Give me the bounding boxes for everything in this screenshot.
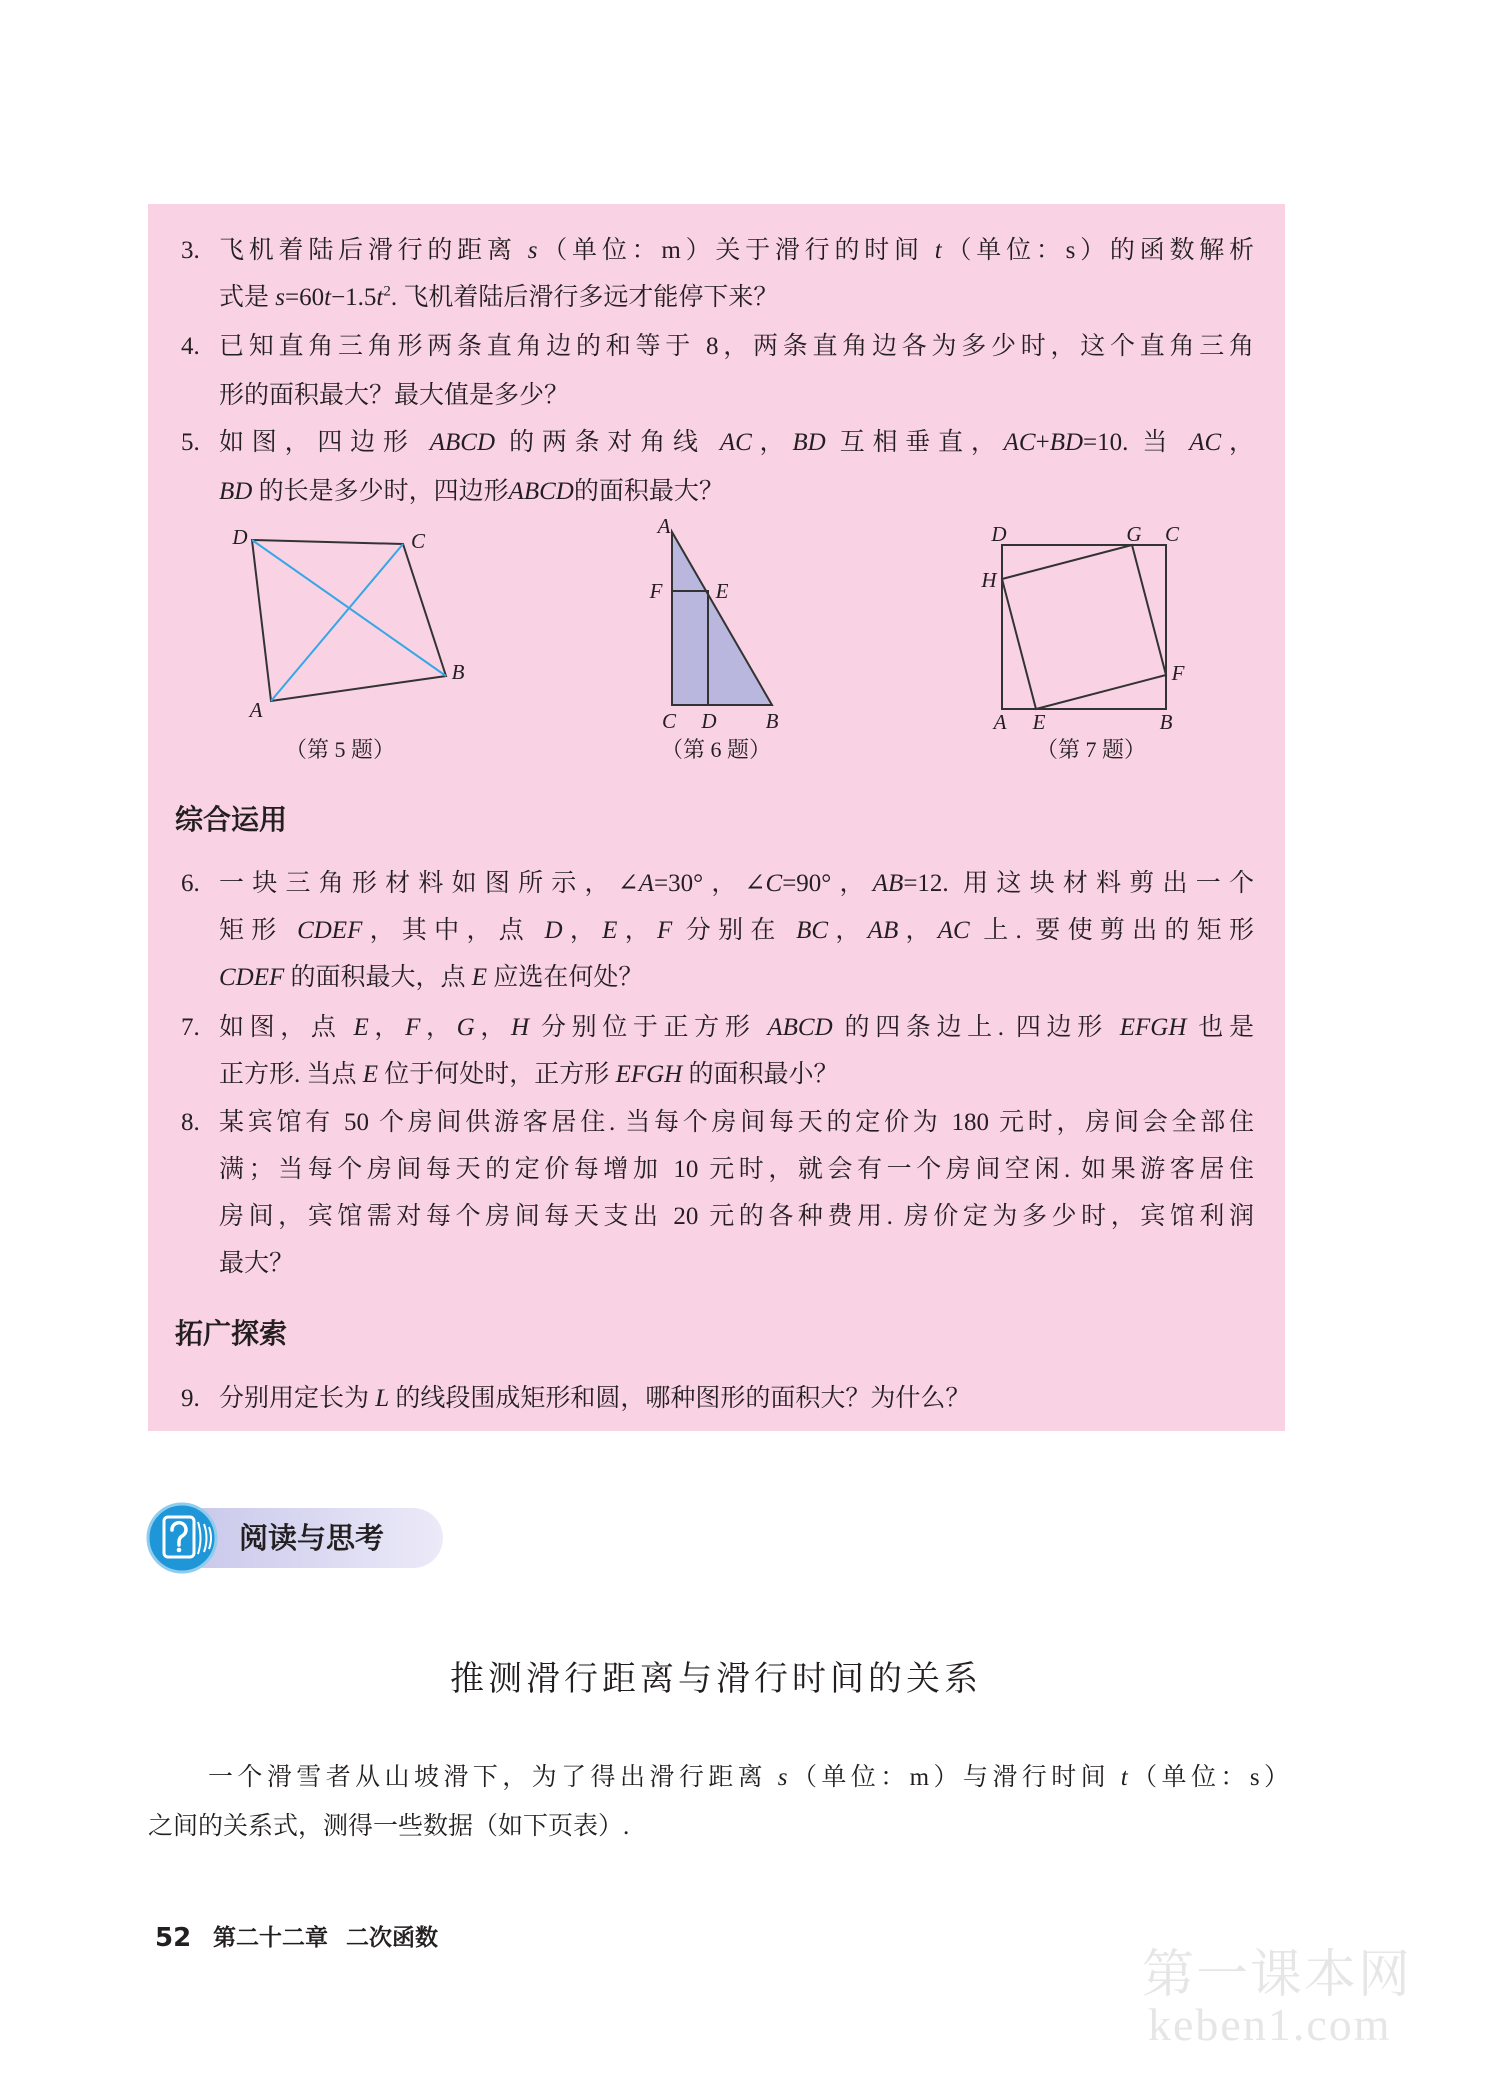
diagonal-bd [252, 540, 446, 676]
section-heading-comprehensive: 综合运用 [175, 803, 288, 836]
text-run: 的面积最大，点 [284, 964, 472, 991]
text-run: 飞机着陆后滑行的距离 [219, 237, 528, 264]
math-variable: t [1120, 1764, 1128, 1791]
text-run: （单位：m）关于滑行的时间 [537, 237, 935, 264]
figure-7-label-a: A [993, 710, 1007, 734]
figure-6-label-b: B [765, 709, 779, 733]
math-variable: A [638, 870, 654, 897]
quadrilateral-abcd [252, 540, 446, 701]
figure-7-squares [975, 520, 1190, 735]
math-variable: C [765, 870, 783, 897]
text-run: 上. 要使剪出的矩形 [969, 917, 1254, 944]
chapter-title: 第二十二章 二次函数 [213, 1925, 439, 1951]
math-variable: EFGH [1119, 1014, 1187, 1041]
math-variable: L [375, 1385, 390, 1412]
figure-5-label-b: B [451, 660, 465, 684]
math-variable: AC [937, 917, 970, 944]
text-run: 位于何处时，正方形 [378, 1061, 616, 1088]
figure-5-quadrilateral [220, 510, 480, 725]
text-run: =90°， [782, 870, 873, 897]
figure-5-label-c: C [410, 529, 426, 553]
reading-badge-label: 阅读与思考 [239, 1521, 385, 1555]
math-variable: AC [719, 429, 752, 456]
math-variable: AB [872, 870, 904, 897]
square-abcd [1002, 545, 1166, 709]
text-run: 正方形. 当点 [219, 1061, 363, 1088]
text-run: 一块三角形材料如图所示，∠ [219, 870, 639, 897]
figure-6-label-a: A [657, 514, 671, 538]
text-run: 分别用定长为 [219, 1385, 376, 1412]
math-variable: G [456, 1014, 475, 1041]
figure-6-triangle [640, 515, 800, 735]
math-variable: D [544, 917, 563, 944]
text-run: . 飞机着陆后滑行多远才能停下来？ [390, 284, 779, 311]
problem-6-line-1 [219, 864, 1254, 904]
text-run: （单位：s）的函数解析 [941, 237, 1254, 264]
figure-7-label-b: B [1159, 710, 1173, 734]
math-exponent: 2 [383, 283, 391, 300]
text-run: 房间，宾馆需对每个房间每天支出 20 元的各种费用. 房价定为多少时，宾馆利润 [219, 1203, 1254, 1230]
figure-5-label-a: A [249, 698, 263, 722]
problem-4-number: 4. [181, 333, 200, 360]
problem-9-number: 9. [181, 1385, 200, 1412]
problem-5-number: 5. [181, 429, 200, 456]
math-variable: s [275, 284, 285, 311]
section-heading-extension: 拓广探索 [175, 1317, 288, 1350]
problem-7-line-2 [219, 1055, 1254, 1095]
text-run: 某宾馆有 50 个房间供游客居住. 当每个房间每天的定价为 180 元时，房间会全部住 [219, 1109, 1254, 1136]
text-run: 如图，四边形 [219, 429, 430, 456]
text-run: 满；当每个房间每天的定价每增加 10 元时，就会有一个房间空闲. 如果游客居住 [219, 1156, 1254, 1183]
math-variable: ABCD [429, 429, 496, 456]
problem-3-line-1 [219, 231, 1254, 271]
text-run: 的面积最大？ [573, 478, 724, 505]
problem-4-line-2 [219, 376, 1254, 416]
math-variable: BD [219, 478, 253, 505]
figure-7-label-c: C [1164, 522, 1180, 546]
problem-6-line-2 [219, 911, 1254, 951]
math-variable: BD [1049, 429, 1084, 456]
math-variable: CDEF [297, 917, 363, 944]
figure-6-caption: （第 6 题） [660, 737, 771, 762]
text-run: =60 [285, 284, 325, 311]
problem-3-line-2 [219, 278, 1254, 318]
text-run: 的长是多少时，四边形 [252, 478, 509, 505]
math-variable: AB [867, 917, 899, 944]
figure-7-label-f: F [1171, 661, 1185, 685]
reading-title: 推测滑行距离与滑行时间的关系 [450, 1661, 982, 1698]
figure-6-label-c: C [661, 709, 677, 733]
text-run: ， [617, 917, 657, 944]
text-run: （单位：s） [1127, 1764, 1289, 1791]
math-variable: EFGH [615, 1061, 683, 1088]
text-run: ， [828, 917, 868, 944]
problem-8-line-2 [219, 1150, 1254, 1190]
problem-4-line-1 [219, 327, 1254, 367]
text-run: =12. 用这块材料剪出一个 [903, 870, 1254, 897]
problem-3-number: 3. [181, 237, 200, 264]
text-run: 的四条边上. 四边形 [832, 1014, 1120, 1041]
text-run: ， [898, 917, 938, 944]
math-variable: E [362, 1061, 379, 1088]
math-variable: ABCD [767, 1014, 833, 1041]
problem-7-line-1 [219, 1008, 1254, 1048]
watermark-site-url: keben1.com [1148, 1999, 1392, 2050]
text-run: + [1035, 429, 1050, 456]
math-variable: CDEF [219, 964, 285, 991]
math-variable: t [934, 237, 942, 264]
text-run: 的面积最小？ [682, 1061, 839, 1088]
text-run: 之间的关系式，测得一些数据（如下页表）. [148, 1813, 630, 1840]
question-book-icon [148, 1504, 216, 1572]
text-run: =30°，∠ [654, 870, 766, 897]
math-variable: BD [792, 429, 826, 456]
text-run: −1.5 [331, 284, 377, 311]
text-run: 的两条对角线 [495, 429, 720, 456]
problem-6-line-3 [219, 958, 1254, 998]
text-run: 已知直角三角形两条直角边的和等于 8，两条直角边各为多少时，这个直角三角 [219, 333, 1254, 360]
text-run: 互相垂直， [825, 429, 1004, 456]
figure-6-label-e: E [715, 579, 729, 603]
figure-7-label-d: D [991, 522, 1007, 546]
problem-6-number: 6. [181, 870, 200, 897]
problem-8-line-1 [219, 1103, 1254, 1143]
text-run: =10. 当 [1083, 429, 1190, 456]
reading-paragraph-line-1 [208, 1758, 1289, 1798]
text-run: ， [474, 1014, 511, 1041]
text-run: 一个滑雪者从山坡滑下，为了得出滑行距离 [208, 1764, 778, 1791]
text-run: 也是 [1186, 1014, 1254, 1041]
text-run: （单位：m）与滑行时间 [787, 1764, 1121, 1791]
text-run: ，其中，点 [362, 917, 545, 944]
problem-8-number: 8. [181, 1109, 200, 1136]
text-run: ， [368, 1014, 406, 1041]
text-run: 分别位于正方形 [529, 1014, 768, 1041]
figure-7-label-g: G [1126, 522, 1142, 546]
text-run: 如图，点 [219, 1014, 354, 1041]
figure-7-label-h: H [981, 568, 997, 592]
figure-7-label-e: E [1032, 710, 1046, 734]
problem-7-number: 7. [181, 1014, 200, 1041]
text-run: 应选在何处？ [487, 964, 644, 991]
math-variable: t [376, 284, 384, 311]
math-variable: E [602, 917, 618, 944]
text-run: ， [562, 917, 603, 944]
square-efgh [1002, 545, 1166, 709]
math-variable: F [657, 917, 673, 944]
text-run: 最大？ [219, 1250, 295, 1277]
reading-paragraph-line-2 [148, 1807, 629, 1847]
figure-6-label-f: F [649, 579, 663, 603]
figure-5-caption: （第 5 题） [284, 737, 395, 762]
math-variable: E [471, 964, 488, 991]
text-run: 矩形 [219, 917, 298, 944]
text-run: 式是 [219, 284, 276, 311]
triangle-abc [672, 532, 772, 705]
text-run: ， [1221, 429, 1254, 456]
text-run: 分别在 [672, 917, 797, 944]
problem-5-line-2 [219, 472, 1254, 512]
math-variable: ABCD [508, 478, 574, 505]
page-number: 52 [155, 1923, 192, 1953]
text-run: 形的面积最大？最大值是多少？ [219, 382, 570, 409]
problem-5-line-1 [219, 423, 1254, 463]
math-variable: BC [796, 917, 829, 944]
figure-7-caption: （第 7 题） [1035, 737, 1146, 762]
math-variable: AC [1003, 429, 1036, 456]
problem-8-line-4 [219, 1244, 1254, 1284]
problem-8-line-3 [219, 1197, 1254, 1237]
math-variable: AC [1189, 429, 1222, 456]
text-run: 的线段围成矩形和圆，哪种图形的面积大？为什么？ [389, 1385, 971, 1412]
math-variable: t [324, 284, 332, 311]
watermark-site-name: 第一课本网 [1142, 1945, 1413, 2005]
text-run: ， [751, 429, 793, 456]
figure-5-label-d: D [232, 525, 248, 549]
math-variable: s [527, 237, 538, 264]
problem-9-line-1 [219, 1379, 1254, 1419]
math-variable: F [405, 1014, 421, 1041]
figure-6-label-d: D [701, 709, 717, 733]
math-variable: s [777, 1764, 788, 1791]
math-variable: E [353, 1014, 369, 1041]
text-run: ， [420, 1014, 457, 1041]
math-variable: H [511, 1014, 530, 1041]
